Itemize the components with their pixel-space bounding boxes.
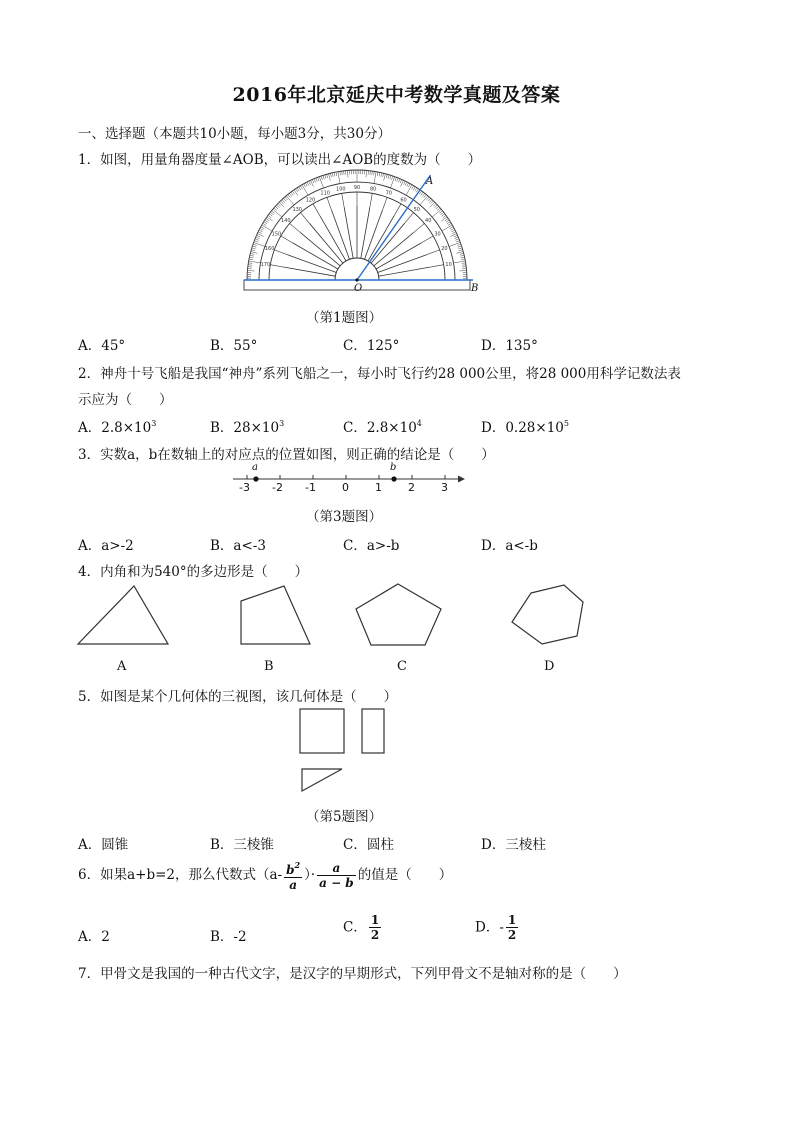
protractor-tick <box>436 206 439 209</box>
shape-triangle[interactable] <box>76 584 172 646</box>
top-view <box>302 769 342 791</box>
protractor-spoke-outer <box>430 265 444 267</box>
shape-label-c: C <box>397 659 407 674</box>
protractor-tick <box>295 189 297 192</box>
protractor-tick <box>455 237 459 239</box>
protractor-tick <box>252 248 256 249</box>
q2-option-b[interactable]: B．$28\times 10^3$ <box>210 419 285 436</box>
protractor-tick <box>384 174 386 181</box>
protractor-spoke-outer <box>414 223 425 232</box>
protractor-tick <box>454 235 458 237</box>
protractor-spoke-outer <box>281 236 293 243</box>
page-title: 2016年北京延庆中考数学真题及答案 <box>232 84 561 106</box>
protractor-tick <box>439 211 442 214</box>
protractor-tick <box>391 177 395 188</box>
protractor-tick <box>309 181 311 185</box>
protractor-tick <box>374 171 375 175</box>
number-line-ticks <box>247 475 445 479</box>
protractor-spoke-outer <box>370 193 372 207</box>
protractor-scale-number: 70 <box>385 190 392 197</box>
protractor-spoke-outer <box>270 265 284 267</box>
protractor-spoke-outer <box>327 197 332 210</box>
q3-option-c[interactable]: C．a>-b <box>343 538 400 554</box>
protractor-tick <box>383 173 384 177</box>
protractor-tick <box>412 186 414 189</box>
protractor-scale-number: 120 <box>305 197 316 204</box>
protractor-tick <box>458 248 462 249</box>
point-o <box>355 278 358 281</box>
protractor-tick <box>342 171 343 175</box>
number-line-tick-label: -2 <box>272 481 283 494</box>
protractor-tick <box>319 177 323 188</box>
three-view-figure <box>298 706 390 796</box>
protractor-tick <box>447 222 450 224</box>
protractor-tick <box>323 175 324 179</box>
protractor-tick <box>254 241 258 242</box>
protractor-tick <box>249 259 253 260</box>
q2-option-a[interactable]: A．$2.8\times 10^3$ <box>78 419 157 436</box>
protractor-tick <box>285 197 288 200</box>
protractor-tick <box>405 182 407 186</box>
protractor-tick <box>451 228 455 230</box>
protractor-tick <box>460 253 464 254</box>
number-line-tick-label: 2 <box>408 481 415 494</box>
number-line-figure <box>230 465 470 497</box>
protractor-tick <box>437 208 440 211</box>
protractor-tick <box>288 195 291 198</box>
q1-option-a[interactable]: A．45° <box>78 338 126 354</box>
q6-suffix: 的值是（ ） <box>357 867 453 883</box>
protractor-tick <box>395 177 396 181</box>
protractor-scale-number: 10 <box>445 261 452 268</box>
point-a-label: A <box>426 176 434 187</box>
protractor-tick <box>392 176 393 180</box>
q5-option-c[interactable]: C．圆柱 <box>343 837 394 853</box>
q6-option-b[interactable]: B．-2 <box>210 929 247 945</box>
protractor-tick <box>415 188 417 191</box>
protractor-spoke <box>284 267 335 276</box>
protractor-tick <box>336 172 337 176</box>
protractor-tick <box>460 270 467 271</box>
protractor-spoke <box>309 223 342 263</box>
protractor-tick <box>289 193 291 196</box>
protractor-spoke-outer <box>274 250 287 255</box>
protractor-scale-number: 30 <box>434 231 441 238</box>
protractor-spoke <box>379 267 430 276</box>
protractor-tick <box>292 191 294 194</box>
shape-hexagon[interactable] <box>510 584 586 646</box>
q4-stem: 4．内角和为540°的多边形是（ ） <box>78 564 309 580</box>
shape-quadrilateral[interactable] <box>238 584 314 646</box>
q2-stem-line1: 2．神舟十号飞船是我国“神舟”系列飞船之一，每小时飞行约28 000公里，将28 000用科学记数法表 <box>78 366 681 382</box>
number-line-arrow <box>458 476 465 483</box>
protractor-tick <box>334 172 335 176</box>
protractor-tick <box>398 179 400 183</box>
protractor-tick <box>449 242 460 246</box>
protractor-tick <box>403 181 405 185</box>
protractor-tick <box>461 257 465 258</box>
protractor-tick <box>435 205 438 208</box>
number-line-tick-label: -3 <box>239 481 250 494</box>
protractor-scale-number: 110 <box>320 190 330 197</box>
protractor-tick <box>441 217 447 221</box>
protractor-tick <box>282 200 285 203</box>
q6-fraction-2: $\frac{a}{a - b}$ <box>319 860 354 890</box>
point-o-label: O <box>354 283 363 294</box>
protractor-tick <box>254 242 265 246</box>
protractor-tick <box>421 192 423 195</box>
protractor-tick <box>305 183 307 187</box>
point-a-dot <box>253 476 258 481</box>
q6-stem <box>78 858 452 892</box>
protractor-scale-number: 160 <box>264 246 275 253</box>
protractor-tick <box>456 241 460 242</box>
q3-option-b[interactable]: B．a<-3 <box>210 538 266 554</box>
q6-fraction-1: $\frac{b^2}{a}$ <box>286 860 301 892</box>
protractor-tick <box>316 178 317 182</box>
protractor-tick <box>388 175 389 179</box>
protractor-tick <box>407 183 409 187</box>
q6-option-d-fraction: $\frac{1}{2}$ <box>507 913 517 942</box>
protractor-scale-number: 130 <box>292 206 302 213</box>
protractor-tick <box>456 252 463 254</box>
q3-stem: 3．实数a，b在数轴上的对应点的位置如图，则正确的结论是（ ） <box>78 447 495 463</box>
q6-middle: ）· <box>304 867 316 883</box>
protractor-tick <box>251 250 255 251</box>
protractor-tick <box>450 227 453 229</box>
protractor-tick <box>263 223 266 225</box>
protractor-tick <box>325 175 326 179</box>
protractor-tick <box>340 171 341 175</box>
q7-stem: 7．甲骨文是我国的一种古代文字，是汉字的早期形式，下列甲骨文不是轴对称的是（ ） <box>78 966 627 982</box>
protractor-tick <box>379 172 380 176</box>
number-line-tick-label: 0 <box>342 481 349 494</box>
number-line-b-label: b <box>390 462 397 473</box>
protractor-spoke <box>371 223 404 263</box>
q5-option-a[interactable]: A．圆锥 <box>78 837 129 853</box>
protractor-tick <box>300 186 302 189</box>
protractor-scale-number: 20 <box>441 246 448 253</box>
protractor-tick <box>366 170 367 177</box>
protractor-tick <box>443 215 446 217</box>
q1-option-b[interactable]: B．55° <box>210 338 258 354</box>
q5-option-d[interactable]: D．三棱柱 <box>481 837 546 853</box>
q6-option-d[interactable]: D．- $\frac{1}{2}$ <box>475 913 517 942</box>
protractor-tick <box>274 208 277 211</box>
protractor-spoke-outer <box>382 197 387 210</box>
protractor-tick <box>259 230 263 232</box>
protractor-tick <box>257 235 261 237</box>
protractor-tick <box>294 190 298 196</box>
protractor-spoke <box>344 207 353 258</box>
protractor-tick <box>265 220 268 222</box>
protractor-figure <box>240 170 480 300</box>
protractor-tick <box>250 253 254 254</box>
protractor-tick <box>374 172 376 184</box>
protractor-spoke-outer <box>342 193 344 207</box>
protractor-tick <box>430 202 435 207</box>
protractor-tick <box>462 265 466 266</box>
protractor-tick <box>424 195 427 198</box>
shape-pentagon[interactable] <box>353 582 443 648</box>
q3-option-a[interactable]: A．a>-2 <box>78 538 134 554</box>
q3-caption: （第3题图） <box>306 509 383 525</box>
protractor-tick <box>314 179 316 183</box>
protractor-tick <box>278 204 281 207</box>
protractor-tick <box>445 218 448 220</box>
protractor-tick <box>446 220 449 222</box>
protractor-scale-number: 170 <box>260 261 271 268</box>
shape-label-a: A <box>117 659 127 674</box>
protractor-spoke <box>300 232 340 265</box>
section-heading: 一、选择题（本题共10小题，每小题3分，共30分） <box>78 126 391 142</box>
protractor-tick <box>381 173 382 177</box>
front-view <box>300 709 344 753</box>
q2-option-d[interactable]: D．$0.28\times 10^5$ <box>481 419 569 436</box>
protractor-tick <box>422 193 424 196</box>
protractor-tick <box>458 246 462 247</box>
protractor-tick <box>281 201 284 204</box>
q1-stem: 1．如图，用量角器度量∠AOB，可以读出∠AOB的度数为（ ） <box>78 152 482 168</box>
protractor-tick <box>400 180 402 184</box>
protractor-tick <box>428 198 431 201</box>
number-line-tick-label: -1 <box>305 481 316 494</box>
protractor-tick <box>347 170 348 177</box>
protractor-tick <box>258 232 262 234</box>
protractor-tick <box>462 263 466 264</box>
point-b-dot <box>391 476 396 481</box>
q6-option-c-fraction: $\frac{1}{2}$ <box>370 913 380 942</box>
protractor-tick <box>261 227 264 229</box>
protractor-tick <box>256 237 260 239</box>
protractor-tick <box>291 192 293 195</box>
protractor-tick <box>312 180 314 184</box>
protractor-tick <box>441 212 444 214</box>
q1-option-c[interactable]: C．125° <box>343 338 400 354</box>
protractor-tick <box>459 250 463 251</box>
protractor-scale-number: 100 <box>336 186 346 193</box>
shape-label-b: B <box>264 659 274 674</box>
q6-option-c[interactable]: C． $\frac{1}{2}$ <box>343 913 380 942</box>
number-line-tick-label: 1 <box>375 481 382 494</box>
protractor-scale-number: 150 <box>271 231 282 238</box>
side-view <box>362 709 384 753</box>
protractor-spoke-outer <box>427 250 440 255</box>
protractor-tick <box>429 200 432 203</box>
protractor-tick <box>327 174 328 178</box>
protractor-tick <box>247 270 254 271</box>
protractor-tick <box>386 174 387 178</box>
protractor-tick <box>413 187 415 190</box>
protractor-spoke-outer <box>290 223 301 232</box>
protractor-tick <box>277 205 280 208</box>
protractor-tick <box>427 197 430 200</box>
protractor-tick <box>255 239 259 240</box>
protractor-tick <box>268 215 271 217</box>
q5-option-b[interactable]: B．三棱锥 <box>210 837 274 853</box>
protractor-tick <box>299 187 301 190</box>
protractor-spoke <box>374 232 414 265</box>
protractor-tick <box>377 172 378 176</box>
protractor-tick <box>253 244 257 245</box>
protractor-tick <box>431 201 434 204</box>
q6-prefix: 6．如果a+b=2，那么代数式（a- <box>78 867 283 883</box>
protractor-spoke-outer <box>394 204 401 216</box>
q6-option-a[interactable]: A．2 <box>78 929 110 945</box>
shape-label-d: D <box>544 659 555 674</box>
protractor-tick <box>461 259 465 260</box>
protractor-spoke-outer <box>405 213 414 224</box>
protractor-tick <box>249 261 261 263</box>
protractor-tick <box>251 252 258 254</box>
protractor-tick <box>269 214 272 216</box>
number-line-tick-label: 3 <box>441 481 448 494</box>
protractor-tick <box>307 182 309 186</box>
protractor-tick <box>272 211 275 214</box>
protractor-tick <box>264 222 267 224</box>
protractor-tick <box>266 218 269 220</box>
protractor-tick <box>455 239 459 240</box>
protractor-tick <box>332 173 333 177</box>
q1-caption: （第1题图） <box>306 310 383 326</box>
protractor-tick <box>267 217 273 221</box>
protractor-spoke <box>361 207 370 258</box>
protractor-tick <box>249 257 253 258</box>
protractor-tick <box>279 202 284 207</box>
protractor-tick <box>260 228 264 230</box>
protractor-tick <box>448 223 451 225</box>
protractor-tick <box>270 212 273 214</box>
protractor-tick <box>397 178 398 182</box>
protractor-tick <box>318 177 319 181</box>
protractor-tick <box>275 206 278 209</box>
protractor-tick <box>454 261 466 263</box>
protractor-tick <box>330 173 331 177</box>
protractor-tick <box>252 246 256 247</box>
protractor-tick <box>338 172 340 184</box>
protractor-tick <box>390 175 391 179</box>
protractor-tick <box>329 174 331 181</box>
protractor-tick <box>457 244 461 245</box>
protractor-spoke-outer <box>313 204 320 216</box>
protractor-tick <box>304 184 306 187</box>
protractor-tick <box>321 176 322 180</box>
protractor-tick <box>452 232 456 234</box>
q1-option-d[interactable]: D．135° <box>481 338 538 354</box>
protractor-tick <box>433 204 436 207</box>
protractor-tick <box>248 265 252 266</box>
protractor-scale-number: 60 <box>400 197 407 204</box>
q5-stem: 5．如图是某个几何体的三视图，该几何体是（ ） <box>78 689 398 705</box>
protractor-scale-number: 90 <box>353 185 361 191</box>
q2-stem-line2: 示应为（ ） <box>78 392 173 408</box>
protractor-tick <box>460 255 464 256</box>
protractor-tick <box>451 230 455 232</box>
protractor-tick <box>250 255 254 256</box>
protractor-tick <box>283 198 286 201</box>
protractor-spoke-outer <box>421 236 433 243</box>
protractor-tick <box>442 214 445 216</box>
q2-option-c[interactable]: C．$2.8\times 10^4$ <box>343 419 422 436</box>
protractor-scale-number: 80 <box>369 186 377 193</box>
q3-option-d[interactable]: D．a<-b <box>481 538 538 554</box>
number-line-a-label: a <box>252 462 258 473</box>
protractor-tick <box>248 263 252 264</box>
protractor-tick <box>408 184 410 187</box>
point-b-label: B <box>471 283 479 294</box>
protractor-scale-number: 140 <box>280 218 291 225</box>
q5-caption: （第5题图） <box>306 809 383 825</box>
protractor-spoke-outer <box>300 213 309 224</box>
protractor-tick <box>297 188 299 191</box>
protractor-tick <box>372 171 373 175</box>
protractor-scale-number: 50 <box>413 206 420 213</box>
protractor-scale-number: 40 <box>425 218 432 225</box>
